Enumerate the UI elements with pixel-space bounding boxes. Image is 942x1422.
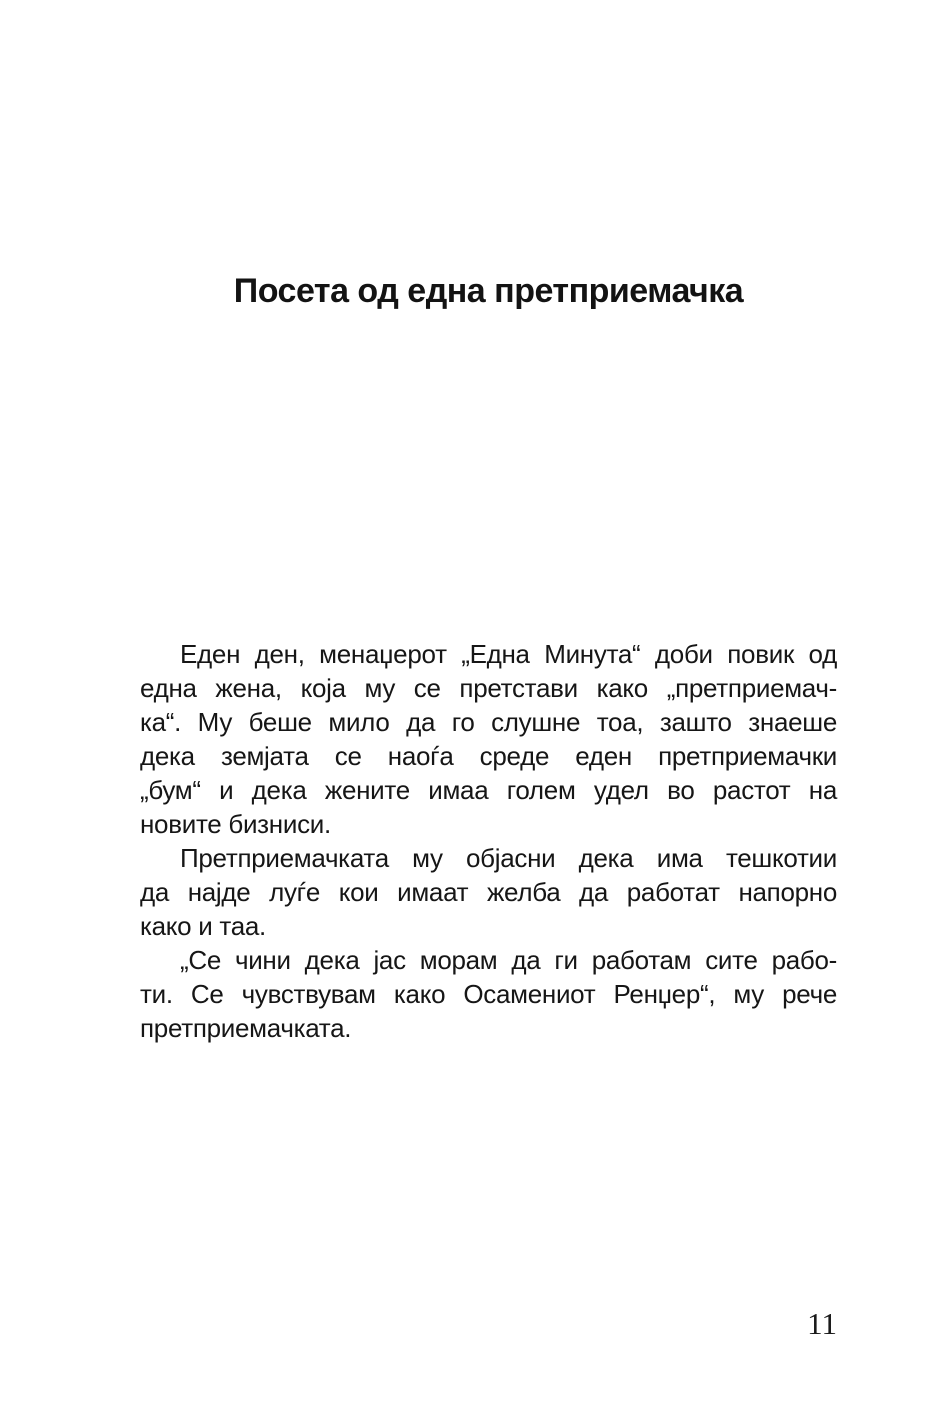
text-line: „бум“ и дека жените имаа голем удел во растот на <box>140 775 837 805</box>
text-line: ти. Се чувствувам како Осамениот Ренџер“, му рече <box>140 979 837 1009</box>
text-line: Еден ден, менаџерот „Една Минута“ доби повик од <box>180 639 837 669</box>
paragraph <box>140 637 837 841</box>
paragraph <box>140 841 837 943</box>
text-line: „Се чини дека јас морам да ги работам сите рабо- <box>180 945 837 975</box>
body-text <box>140 637 837 1045</box>
page-number: 11 <box>807 1306 837 1341</box>
chapter-title: Посета од една претприемачка <box>233 272 744 310</box>
text-line: новите бизниси. <box>140 809 331 839</box>
text-line: дека земјата се наоѓа среде еден претприемачки <box>140 741 837 771</box>
text-line: како и таа. <box>140 911 266 941</box>
text-line: ка“. Му беше мило да го слушне тоа, зашто знаеше <box>140 707 837 737</box>
text-line: една жена, која му се претстави како „претприемач- <box>140 673 837 703</box>
text-line: Претприемачката му објасни дека има тешкотии <box>180 843 837 873</box>
paragraph <box>140 943 837 1045</box>
text-line: да најде луѓе кои имаат желба да работат напорно <box>140 877 837 907</box>
text-line: претприемачката. <box>140 1013 352 1043</box>
